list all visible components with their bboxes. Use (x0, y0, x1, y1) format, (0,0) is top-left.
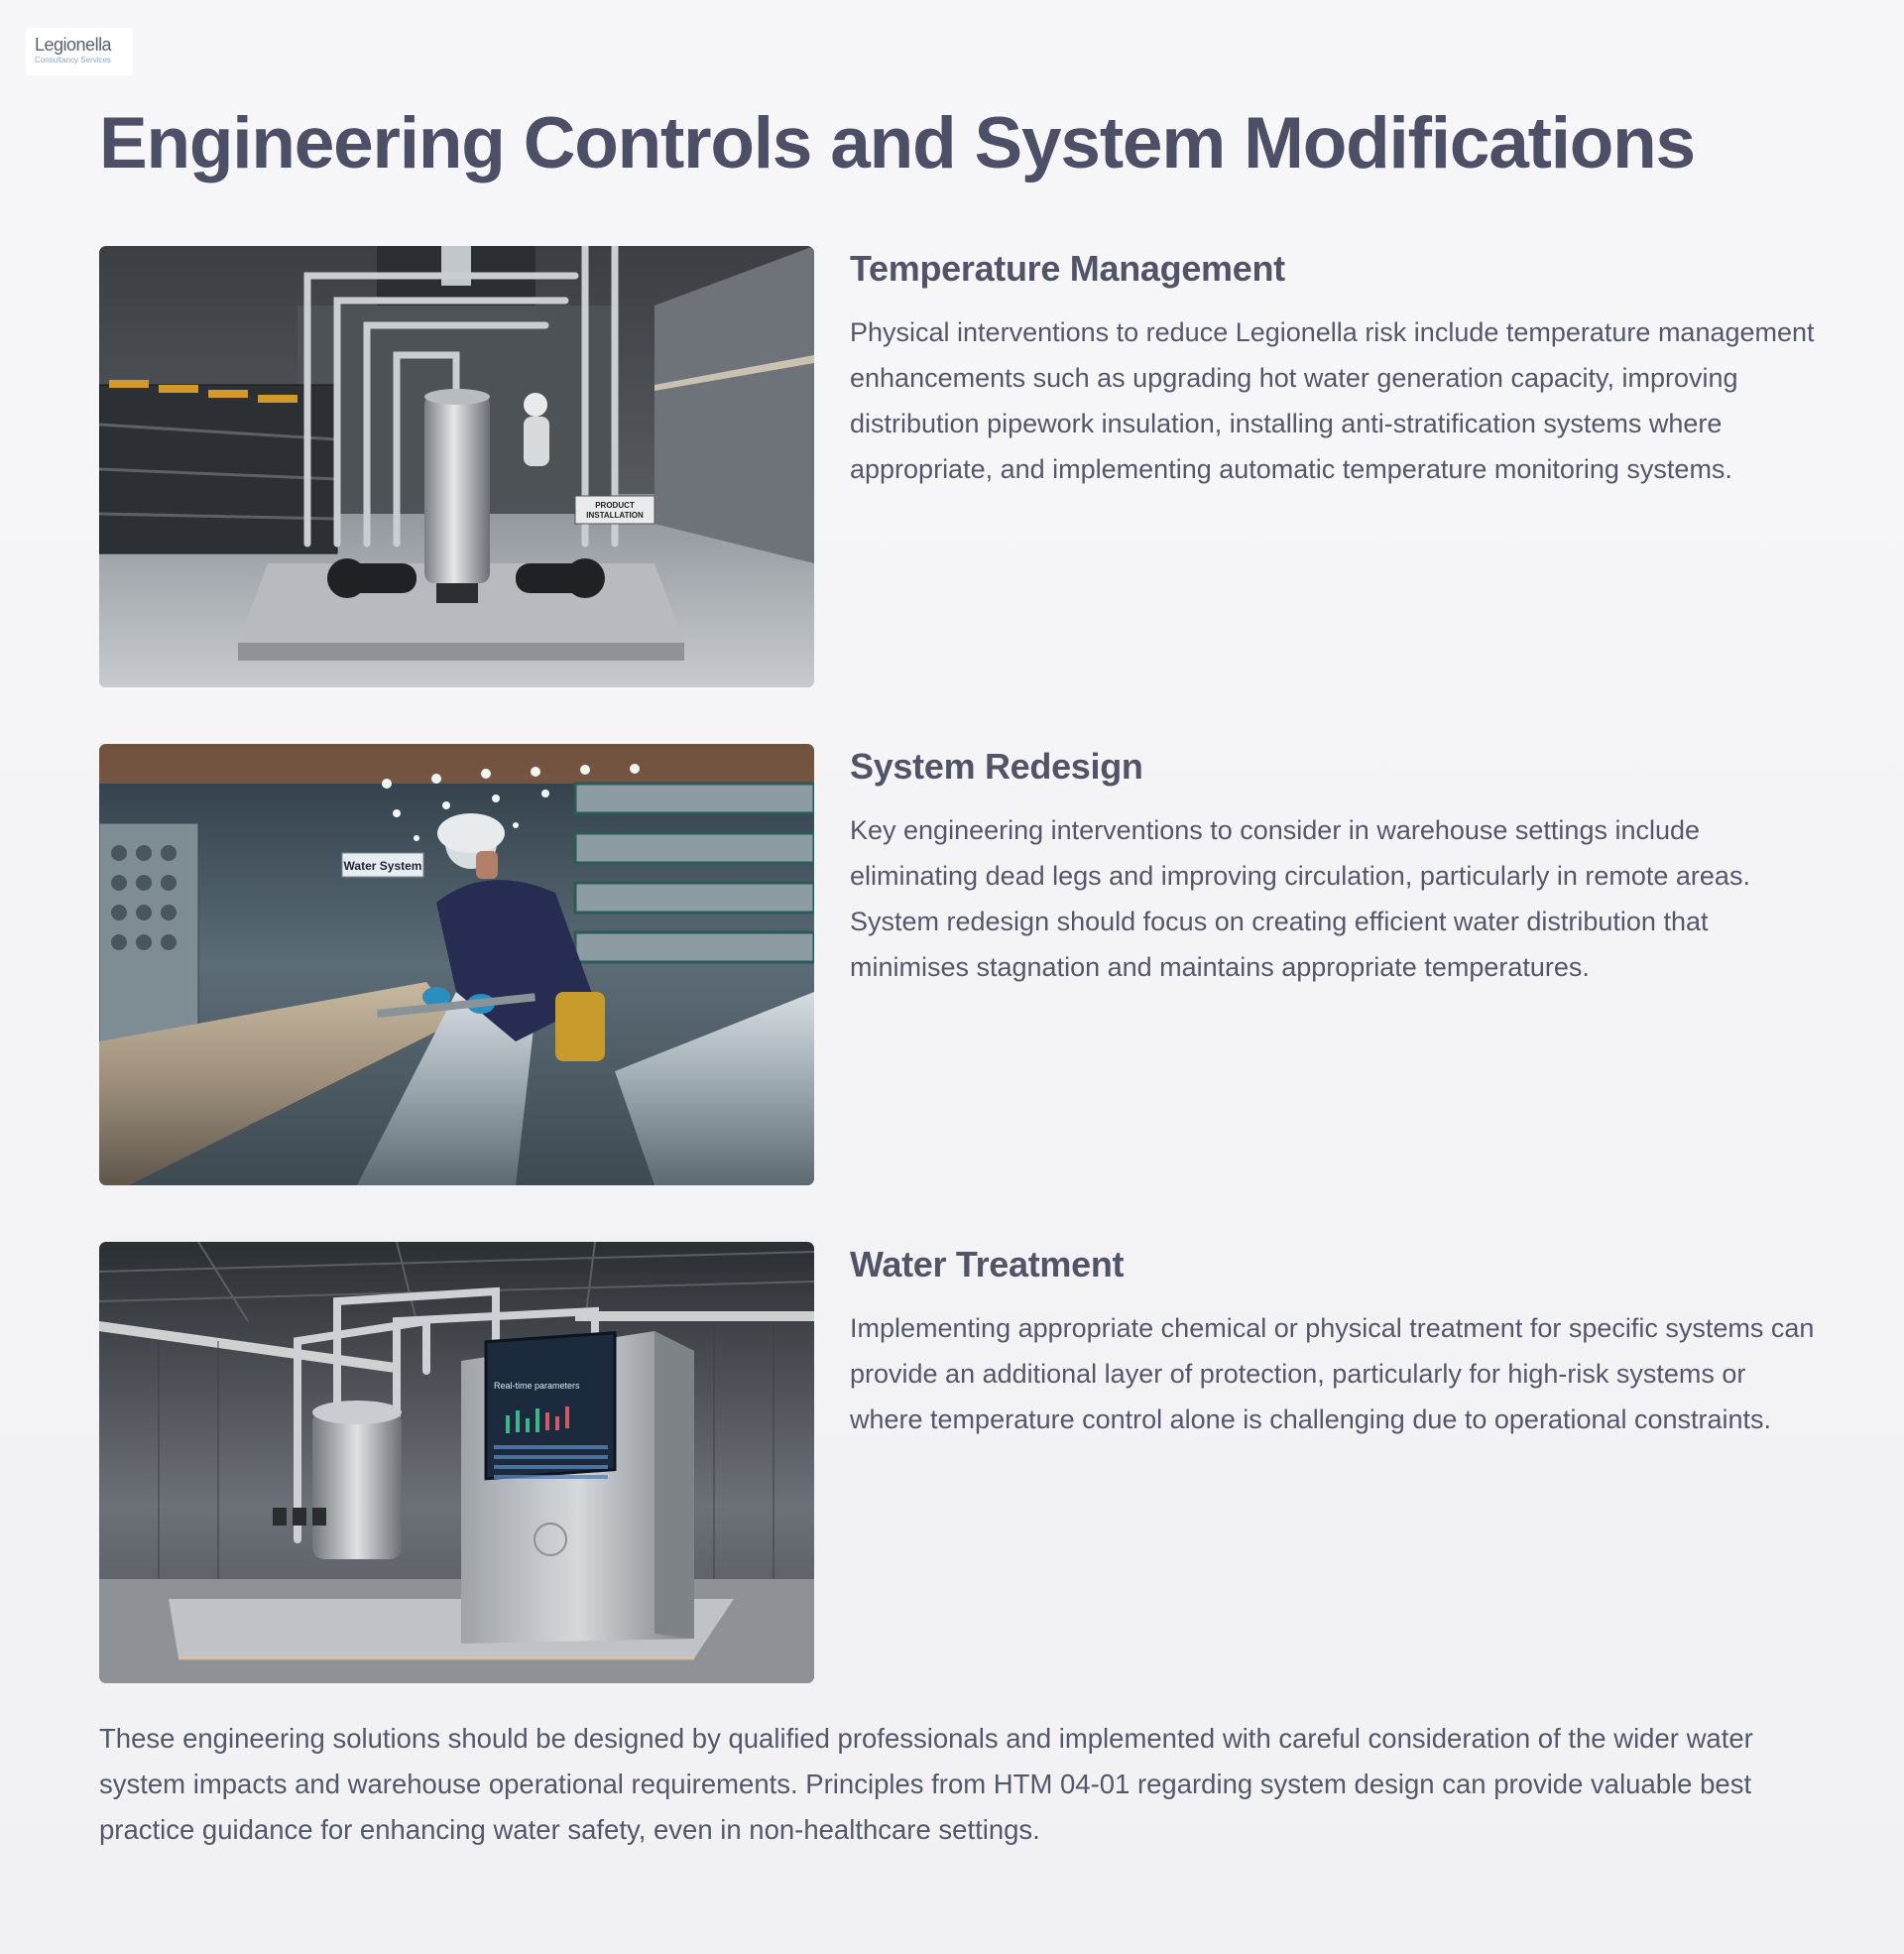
section-heading: Temperature Management (850, 248, 1285, 289)
image-sign-text: PRODUCT (595, 501, 635, 510)
image-sign-text: Water System (343, 859, 422, 873)
section-temperature-management (99, 246, 1815, 687)
closing-paragraph: These engineering solutions should be designed by qualified professionals and implemented with careful consideration of the wider water system impacts and warehouse operational requirements. Principles from HTM 04-01 regarding system design can provide valuable best practice guidance for enhancing water safety, even in non-healthcare settings. (99, 1723, 1753, 1845)
section-system-redesign (99, 744, 1805, 1185)
logo-name: Legionella (35, 35, 112, 55)
image-sign-text: Real-time parameters (494, 1381, 580, 1391)
section-heading: System Redesign (850, 746, 1143, 787)
section-water-treatment (99, 1242, 1815, 1683)
section-body: Physical interventions to reduce Legionella risk include temperature management enhancements such as upgrading hot water generation capacity, improving distribution pipework insulation, installing anti-stratification systems where appropriate, and implementing automatic temperature monitoring systems. (850, 317, 1815, 484)
logo-subtitle: Consultancy Services (35, 56, 111, 64)
company-logo (26, 28, 133, 75)
section-heading: Water Treatment (850, 1244, 1125, 1284)
section-body: Implementing appropriate chemical or physical treatment for specific systems can provide an additional layer of protection, particularly for high-risk systems or where temperature control alone is challenging due to operational constraints. (850, 1313, 1815, 1434)
section-body: Key engineering interventions to consider in warehouse settings include eliminating dead legs and improving circulation, particularly in remote areas. System redesign should focus on creating efficient water distribution that minimises stagnation and maintains appropriate temperatures. (850, 815, 1750, 982)
system-redesign-image (99, 744, 814, 1185)
page-title: Engineering Controls and System Modifications (99, 103, 1695, 183)
temperature-management-image (99, 246, 814, 687)
svg-text:INSTALLATION: INSTALLATION (586, 511, 644, 520)
water-treatment-image (99, 1242, 814, 1683)
